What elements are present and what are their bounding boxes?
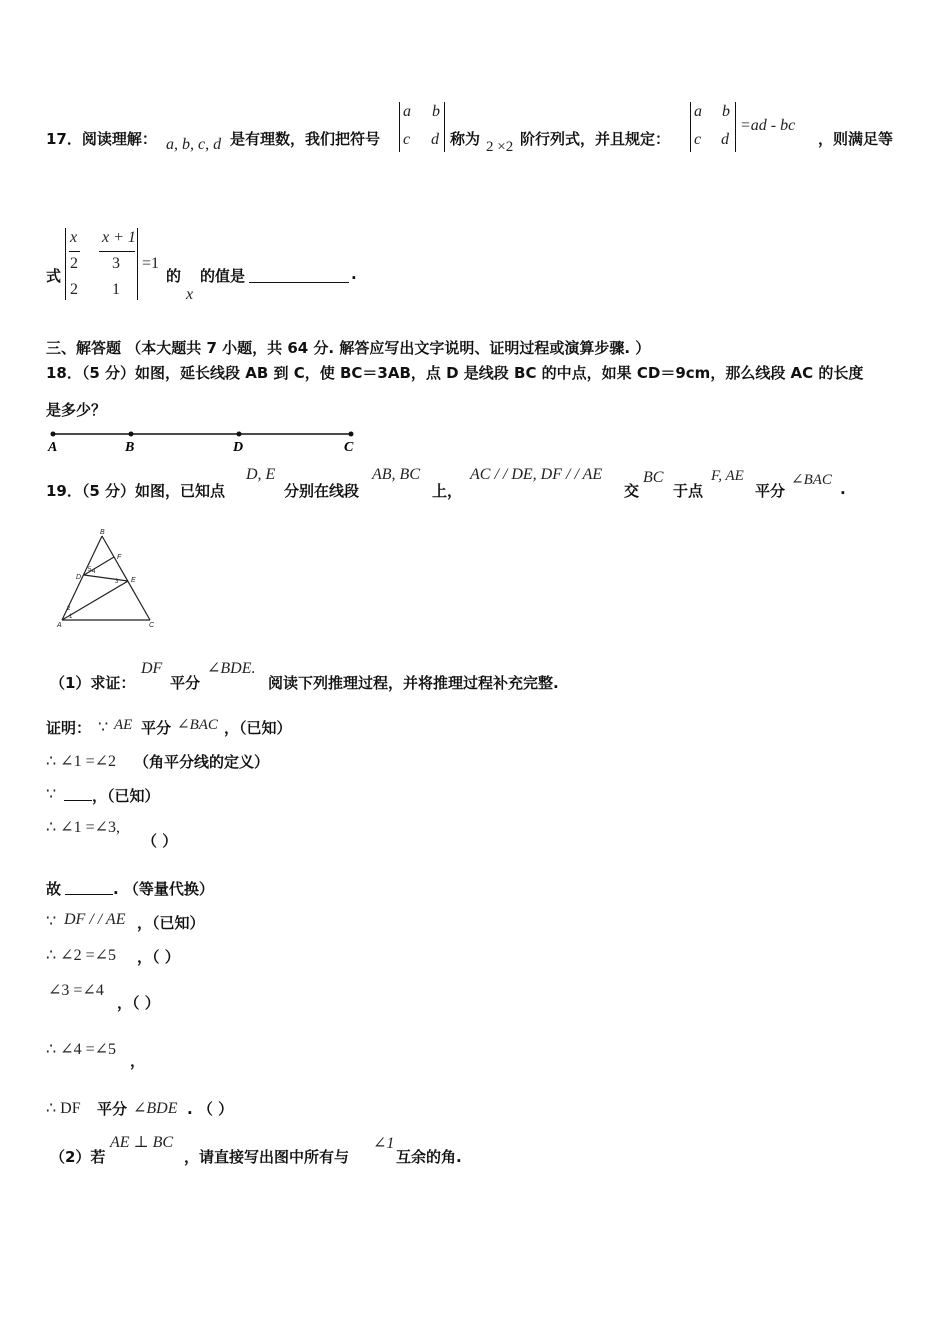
q17-text-2: 称为 [450, 130, 481, 148]
q19-text-3: 上， [432, 482, 463, 500]
part2-text-2: ，请直接写出图中所有与 [184, 1148, 350, 1166]
proof-therefore-5: 故 [46, 880, 62, 898]
proof-step-2: ∴ ∠1 =∠2 [46, 753, 117, 770]
fig-label-b: B [100, 529, 105, 536]
triangle-figure [54, 528, 162, 632]
det-entry-b: b [432, 103, 440, 120]
proof-step-4: ∴ ∠1 =∠3, [46, 819, 121, 836]
segment-figure [44, 428, 364, 456]
q17-text-3: 阶行列式，并且规定： [520, 130, 671, 148]
proof-ae: AE [114, 717, 133, 733]
part1-text-2: 平分 [170, 674, 201, 692]
eq-right-bar [137, 228, 138, 300]
proof-reason-1: ，（已知） [224, 719, 292, 737]
fig-label-c: C [149, 622, 155, 629]
frac-bar-2 [99, 251, 135, 252]
part2-math-2: ∠1 [373, 1135, 395, 1152]
label-d: D [233, 440, 244, 455]
q19-text-1: 19．（5 分）如图，已知点 [46, 482, 226, 500]
eq-entry-2-bottom: 2 [70, 281, 78, 298]
fig-angle-5: 5 [88, 567, 92, 573]
label-c: C [344, 440, 354, 455]
proof-bisects-10: 平分 [97, 1100, 128, 1118]
label-b: B [125, 440, 135, 455]
eq-entry-x-plus-1: x + 1 [102, 229, 136, 246]
fig-label-f: F [117, 554, 122, 561]
q19-math-4: BC [643, 469, 664, 486]
rule-entry-c: c [694, 131, 702, 148]
q17-order: 2 ×2 [486, 139, 514, 155]
point-c [349, 432, 354, 437]
proof-df-ae: DF / / AE [64, 911, 126, 928]
q19-math-1: D, E [246, 466, 276, 483]
q19-math-2: AB, BC [372, 466, 420, 483]
q19-text-7: . [840, 480, 846, 498]
q17-text-6: 的 [166, 267, 182, 285]
proof-blank-3[interactable] [64, 786, 92, 801]
proof-step-7: ∴ ∠2 =∠5 [46, 947, 117, 964]
point-d [237, 432, 242, 437]
q19-text-4: 交 [624, 482, 640, 500]
q19-text-6: 平分 [755, 482, 786, 500]
proof-reason-3: ，（已知） [92, 787, 160, 805]
proof-blank-5[interactable] [65, 878, 113, 895]
part2-text-1: （2）若 [50, 1148, 106, 1166]
eq-entry-x: x [70, 229, 78, 246]
rule-left-bar [690, 102, 691, 152]
q19-math-6: ∠BAC [791, 472, 832, 488]
proof-step-8: ∠3 =∠4 [48, 982, 104, 999]
fig-angle-1: 1 [69, 614, 73, 620]
fig-angle-3: 3 [115, 579, 119, 585]
part1-math-1: DF [141, 660, 163, 677]
proof-label: 证明： [46, 719, 92, 737]
proof-step-10: ∴ DF [46, 1100, 81, 1117]
rule-entry-a: a [694, 103, 702, 120]
rule-entry-d: d [721, 131, 729, 148]
q19-math-3: AC / / DE, DF / / AE [470, 466, 603, 483]
proof-reason-10: . （ ） [187, 1100, 234, 1118]
point-a [51, 432, 56, 437]
fig-angle-4: 4 [92, 569, 96, 575]
fig-label-a: A [57, 622, 62, 629]
proof-because-1: ∵ [98, 719, 109, 736]
rule-expression: =ad - bc [740, 117, 796, 134]
fig-angle-2: 2 [67, 606, 71, 612]
fig-label-e: E [131, 577, 136, 584]
q17-text-4: ，则满足等 [818, 130, 894, 148]
proof-reason-6: ，（已知） [137, 914, 205, 932]
proof-reason-4: （ ） [142, 832, 178, 850]
proof-because-6: ∵ [46, 913, 57, 930]
eq-left-bar [65, 228, 66, 300]
proof-reason-8: ，（ ） [117, 994, 160, 1012]
q17-text-1: 是有理数，我们把符号 [230, 130, 381, 148]
proof-angle-bde: ∠BDE [133, 1100, 178, 1117]
eq-entry-2-top: 2 [70, 255, 78, 272]
q17-text-7: 的值是 [200, 267, 246, 285]
q18-line-2: 是多少？ [46, 401, 107, 419]
part1-math-2: ∠BDE. [207, 660, 256, 677]
part1-text-1: （1）求证： [50, 674, 136, 692]
part2-text-3: 互余的角. [396, 1148, 462, 1166]
q17-answer-blank[interactable] [249, 265, 349, 283]
det-left-bar [399, 102, 400, 152]
proof-comma-9: ， [130, 1052, 146, 1070]
q19-text-2: 分别在线段 [284, 482, 360, 500]
section-heading: 三、解答题 （本大题共 7 小题，共 64 分. 解答应写出文字说明、证明过程或演算步骤. ） [46, 339, 651, 357]
q17-number: 17．阅读理解： [46, 130, 157, 148]
q18-line-1: 18．（5 分）如图，延长线段 AB 到 C，使 BC＝3AB，点 D 是线段 BC 的中点，如果 CD＝9cm，那么线段 AC 的长度 [46, 364, 864, 382]
det-entry-a: a [403, 103, 411, 120]
rule-right-bar [735, 102, 736, 152]
proof-bisects-1: 平分 [141, 719, 172, 737]
q19-math-5: F, AE [711, 468, 744, 484]
q17-var-x: x [186, 286, 194, 303]
fig-label-d: D [76, 574, 82, 581]
q17-period: . [351, 265, 357, 283]
point-b [129, 432, 134, 437]
proof-reason-5: . （等量代换） [113, 880, 214, 898]
part2-math-1: AE ⊥ BC [110, 1134, 174, 1151]
det-right-bar [444, 102, 445, 152]
eq-entry-3: 3 [112, 255, 120, 272]
q17-variables: a, b, c, d [166, 136, 222, 153]
det-entry-d: d [431, 131, 439, 148]
segment-de [84, 575, 128, 581]
label-a: A [48, 440, 58, 455]
det-entry-c: c [403, 131, 411, 148]
frac-bar-1 [69, 251, 80, 252]
q19-text-5: 于点 [673, 482, 704, 500]
proof-reason-7: ，（ ） [137, 948, 180, 966]
eq-entry-1: 1 [112, 281, 120, 298]
proof-angle-bac: ∠BAC [177, 717, 218, 733]
proof-because-3: ∵ [46, 786, 57, 803]
proof-step-9: ∴ ∠4 =∠5 [46, 1041, 117, 1058]
eq-equals-1: =1 [142, 255, 160, 272]
proof-reason-2: （角平分线的定义） [134, 753, 270, 771]
rule-entry-b: b [722, 103, 730, 120]
part1-text-3: 阅读下列推理过程，并将推理过程补充完整. [268, 674, 559, 692]
q17-text-5: 式 [46, 267, 62, 285]
